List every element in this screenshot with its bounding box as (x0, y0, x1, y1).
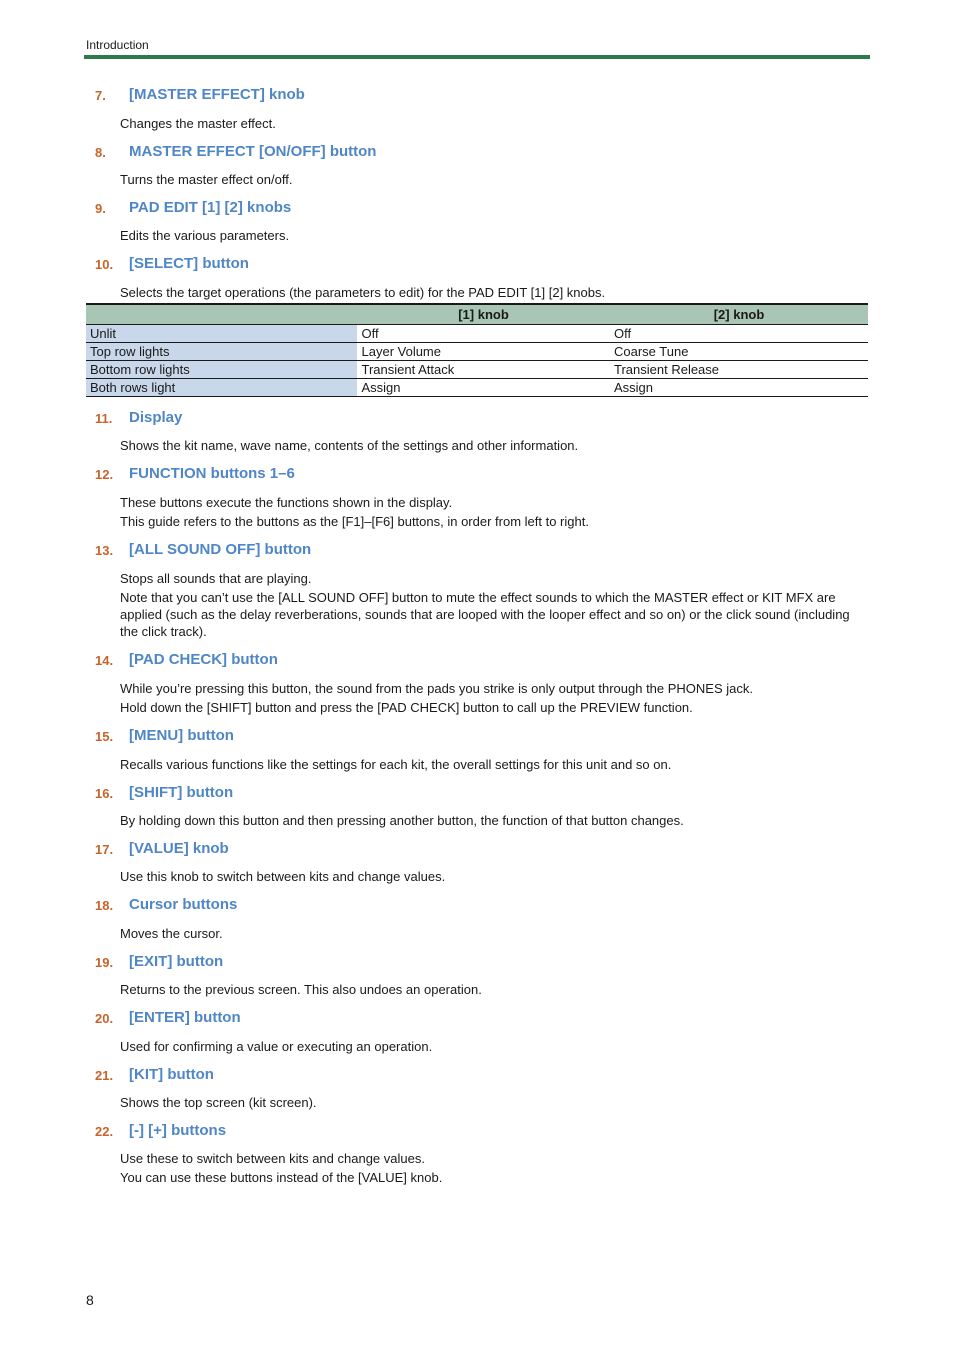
item-text: By holding down this button and then pressing another button, the function of that button changes. (120, 813, 684, 828)
cell: Assign (610, 378, 868, 396)
item-body (120, 494, 860, 532)
item-number: 21. (95, 1068, 114, 1083)
item-title: Cursor buttons (129, 896, 238, 913)
table-row (86, 360, 868, 378)
table-header-knob2: [2] knob (610, 304, 868, 324)
item-text: Shows the kit name, wave name, contents of the settings and other information. (120, 438, 579, 453)
item-text: Hold down the [SHIFT] button and press the [PAD CHECK] button to call up the PREVIEW function. (120, 700, 693, 715)
item-text: Shows the top screen (kit screen). (120, 1095, 317, 1110)
table-header-knob1: [1] knob (357, 304, 610, 324)
row-label: Bottom row lights (86, 360, 357, 378)
item-body (120, 115, 860, 134)
item-text: These buttons execute the functions shown in the display. (120, 495, 453, 510)
item-title: [SELECT] button (129, 255, 249, 272)
item-number: 11. (95, 411, 113, 426)
item-title: PAD EDIT [1] [2] knobs (129, 199, 292, 216)
running-header: Introduction (86, 38, 149, 52)
item-number: 15. (95, 729, 114, 744)
table-row (86, 378, 868, 396)
cell: Off (357, 324, 610, 342)
row-label: Unlit (86, 324, 357, 342)
item-body (120, 227, 860, 246)
item-text: Recalls various functions like the settings for each kit, the overall settings for this unit and so on. (120, 757, 672, 772)
row-label: Top row lights (86, 342, 357, 360)
item-number: 12. (95, 467, 114, 482)
item-title: [SHIFT] button (129, 784, 234, 801)
cell: Layer Volume (357, 342, 610, 360)
item-number: 17. (95, 842, 114, 857)
item-text: Selects the target operations (the parameters to edit) for the PAD EDIT [1] [2] knobs. (120, 285, 606, 300)
item-title: [ALL SOUND OFF] button (129, 541, 312, 558)
item-body (120, 284, 860, 303)
item-title: [VALUE] knob (129, 840, 229, 857)
item-text: Edits the various parameters. (120, 228, 290, 243)
table-header-blank (86, 304, 357, 324)
cell: Coarse Tune (610, 342, 868, 360)
item-number: 7. (95, 88, 106, 103)
item-title: FUNCTION buttons 1–6 (129, 465, 295, 482)
item-number: 22. (95, 1124, 114, 1139)
item-number: 20. (95, 1011, 114, 1026)
cell: Transient Attack (357, 360, 610, 378)
item-number: 13. (95, 543, 114, 558)
item-body (120, 756, 860, 775)
item-number: 19. (95, 955, 114, 970)
item-text: Returns to the previous screen. This also undoes an operation. (120, 982, 482, 997)
row-label: Both rows light (86, 378, 357, 396)
table-row (86, 324, 868, 342)
item-body (120, 437, 860, 456)
item-body (120, 981, 860, 1000)
item-number: 8. (95, 145, 106, 160)
item-body (120, 1038, 860, 1057)
item-text: This guide refers to the buttons as the [F1]–[F6] buttons, in order from left to right. (120, 514, 589, 529)
item-title: [-] [+] buttons (129, 1122, 227, 1139)
page-number: 8 (86, 1292, 94, 1308)
item-body (120, 925, 860, 944)
item-text: You can use these buttons instead of the [VALUE] knob. (120, 1170, 443, 1185)
item-number: 10. (95, 257, 114, 272)
item-title: MASTER EFFECT [ON/OFF] button (129, 143, 377, 160)
knob-parameter-table (86, 303, 868, 397)
header-rule (84, 55, 870, 59)
item-text: Turns the master effect on/off. (120, 172, 293, 187)
item-text: Stops all sounds that are playing. (120, 571, 312, 586)
table-row (86, 342, 868, 360)
item-body (120, 1094, 860, 1113)
item-title: [KIT] button (129, 1066, 214, 1083)
item-title: Display (129, 409, 183, 426)
item-text: Note that you can’t use the [ALL SOUND OFF] button to mute the effect sounds to which the MASTER effect or KIT MFX are applied (such as the delay reverberations, sounds that are looped with the looper effect and so on) or the click sound (including the click track). (120, 590, 850, 639)
item-body (120, 1150, 860, 1188)
cell: Off (610, 324, 868, 342)
item-title: [PAD CHECK] button (129, 651, 278, 668)
item-text: While you’re pressing this button, the sound from the pads you strike is only output through the PHONES jack. (120, 681, 753, 696)
item-number: 9. (95, 201, 106, 216)
item-number: 14. (95, 653, 114, 668)
item-title: [ENTER] button (129, 1009, 241, 1026)
item-body (120, 171, 860, 190)
cell: Assign (357, 378, 610, 396)
item-body (120, 680, 860, 718)
item-title: [MENU] button (129, 727, 234, 744)
item-text: Use this knob to switch between kits and change values. (120, 869, 446, 884)
cell: Transient Release (610, 360, 868, 378)
item-text: Changes the master effect. (120, 116, 276, 131)
item-body (120, 812, 860, 831)
item-body (120, 570, 860, 642)
item-body (120, 868, 860, 887)
item-text: Used for confirming a value or executing an operation. (120, 1039, 433, 1054)
item-text: Moves the cursor. (120, 926, 223, 941)
item-title: [EXIT] button (129, 953, 224, 970)
item-number: 16. (95, 786, 114, 801)
item-title: [MASTER EFFECT] knob (129, 86, 305, 103)
item-number: 18. (95, 898, 114, 913)
item-text: Use these to switch between kits and change values. (120, 1151, 425, 1166)
